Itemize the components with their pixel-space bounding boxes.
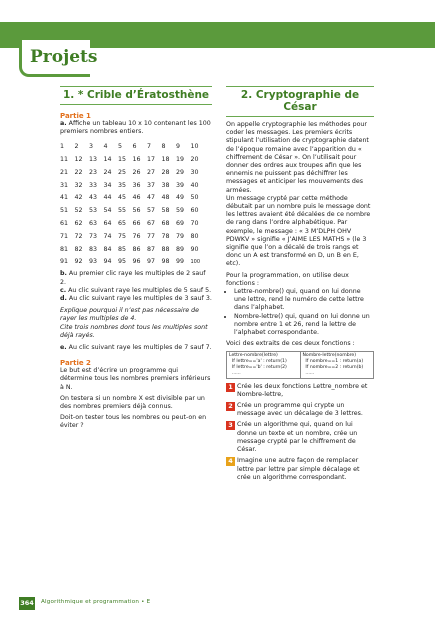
question-e: e. Au clic suivant raye les multiples de 7 sauf 7. xyxy=(60,344,212,351)
grid-cell: 1 xyxy=(60,143,65,151)
grid-cell: 7 xyxy=(147,143,152,151)
grid-cell: 38 xyxy=(161,181,170,189)
grid-cell: 45 xyxy=(118,194,127,202)
grid-cell: 29 xyxy=(176,168,185,176)
grid-cell: 86 xyxy=(132,245,141,253)
code-line: If lettre=='a' : return(1) xyxy=(229,359,287,365)
grid-cell: 81 xyxy=(60,245,69,253)
exercise-3 xyxy=(226,421,374,454)
grid-row xyxy=(60,166,205,179)
code-line: Lettre-nombre(lettre) xyxy=(229,353,278,359)
grid-cell: 97 xyxy=(147,258,156,266)
part1-intro: a. Affiche un tableau 10 x 10 contenant les 100 premiers nombres entiers. xyxy=(60,120,211,136)
grid-cell: 6 xyxy=(132,143,137,151)
grid-cell: 63 xyxy=(89,220,98,228)
grid-cell: 24 xyxy=(103,168,112,176)
page-number: 364 xyxy=(19,597,35,610)
grid-cell: 67 xyxy=(147,220,156,228)
grid-cell: 13 xyxy=(89,156,98,164)
grid-cell: 61 xyxy=(60,220,69,228)
grid-cell: 22 xyxy=(74,168,83,176)
grid-cell: 39 xyxy=(176,181,185,189)
footer-chapter: Algorithmique et programmation • E xyxy=(41,599,151,605)
grid-cell: 78 xyxy=(161,232,170,240)
grid-cell: 100 xyxy=(190,258,201,265)
grid-cell: 85 xyxy=(118,245,127,253)
grid-cell: 90 xyxy=(190,245,199,253)
function-bullet-1: • Lettre-nombre() qui, quand on lui donne une lettre, rend le numéro de cette lettre dans l’alphabet. xyxy=(234,288,374,313)
grid-cell: 58 xyxy=(161,207,170,215)
grid-cell: 95 xyxy=(118,258,127,266)
grid-cell: 65 xyxy=(118,220,127,228)
exercise-2 xyxy=(226,402,374,418)
grid-cell: 41 xyxy=(60,194,69,202)
grid-cell: 51 xyxy=(60,207,69,215)
grid-cell: 23 xyxy=(89,168,98,176)
grid-cell: 94 xyxy=(103,258,112,266)
grid-cell: 35 xyxy=(118,181,127,189)
exercise-4 xyxy=(226,457,374,482)
grid-cell: 55 xyxy=(118,207,127,215)
grid-cell: 16 xyxy=(132,156,141,164)
grid-cell: 76 xyxy=(132,232,141,240)
grid-cell: 72 xyxy=(74,232,83,240)
question-c: c. Au clic suivant raye les multiples de 5 sauf 5. xyxy=(60,286,212,294)
grid-cell: 80 xyxy=(190,232,199,240)
grid-cell: 70 xyxy=(190,220,199,228)
number-grid xyxy=(60,140,205,268)
exercise-number-badge: 1 xyxy=(226,383,235,392)
grid-row xyxy=(60,230,205,243)
exercise-3-text: Crée un algorithme qui, quand on lui donne un texte et un nombre, crée un message crypté par le chiffrement de César. xyxy=(237,421,358,454)
grid-row xyxy=(60,192,205,205)
grid-cell: 10 xyxy=(190,143,199,151)
grid-cell: 98 xyxy=(161,258,170,266)
grid-cell: 5 xyxy=(118,143,123,151)
grid-cell: 48 xyxy=(161,194,170,202)
cesar-para-2: Un message crypté par cette méthode débutait par un nombre puis le message dont les lettres avaient été décalées de ce nombre de rang dans l’ordre alphabétique. Par exemple, le message : « 3 M’DLPH OHV PDWKV » signifie « J’AIME LES MATHS » (le 3 signifie que l’on a décalé de trois rangs et donc un A est transformé en D, un B en E, etc). xyxy=(226,194,371,268)
function-list xyxy=(226,288,374,337)
grid-row xyxy=(60,179,205,192)
italic-question-2: Cite trois nombres dont tous les multiples sont déjà rayés. xyxy=(60,323,208,339)
section-title-eratosthene: 1. * Crible d’Ératosthène xyxy=(60,86,212,105)
part2-text-1: Le but est d’écrire un programme qui détermine tous les nombres premiers inférieurs à N. xyxy=(60,367,211,391)
grid-cell: 69 xyxy=(176,220,185,228)
grid-cell: 21 xyxy=(60,168,69,176)
grid-cell: 75 xyxy=(118,232,127,240)
grid-cell: 79 xyxy=(176,232,185,240)
grid-cell: 31 xyxy=(60,181,69,189)
grid-cell: 88 xyxy=(161,245,170,253)
grid-cell: 96 xyxy=(132,258,141,266)
grid-cell: 44 xyxy=(103,194,112,202)
exercise-2-text: Crée un programme qui crypte un message avec un décalage de 3 lettres. xyxy=(237,402,363,418)
grid-cell: 66 xyxy=(132,220,141,228)
grid-cell: 33 xyxy=(89,181,98,189)
grid-cell: 15 xyxy=(118,156,127,164)
grid-cell: 20 xyxy=(190,156,199,164)
grid-cell: 53 xyxy=(89,207,98,215)
grid-cell: 93 xyxy=(89,258,98,266)
code-line: If lettre=='b' : return(2) xyxy=(229,365,287,371)
italic-question-1: Explique pourquoi il n’est pas nécessaire de rayer les multiples de 4. xyxy=(60,307,200,323)
grid-cell: 9 xyxy=(176,143,181,151)
part1-label: Partie 1 xyxy=(60,112,91,120)
grid-cell: 83 xyxy=(89,245,98,253)
grid-cell: 34 xyxy=(103,181,112,189)
grid-cell: 82 xyxy=(74,245,83,253)
question-b: b. Au premier clic raye les multiples de 2 sauf 2. xyxy=(60,270,206,286)
grid-cell: 27 xyxy=(147,168,156,176)
exercise-number-badge: 4 xyxy=(226,457,235,466)
grid-cell: 11 xyxy=(60,156,69,164)
grid-cell: 68 xyxy=(161,220,170,228)
code-extracts xyxy=(226,351,374,378)
grid-cell: 71 xyxy=(60,232,69,240)
grid-cell: 26 xyxy=(132,168,141,176)
grid-cell: 57 xyxy=(147,207,156,215)
grid-cell: 92 xyxy=(74,258,83,266)
part2-text-3: Doit-on tester tous les nombres ou peut-on en éviter ? xyxy=(60,414,207,430)
grid-cell: 91 xyxy=(60,258,69,266)
grid-cell: 52 xyxy=(74,207,83,215)
page-title: Projets xyxy=(30,47,98,67)
grid-cell: 8 xyxy=(161,143,166,151)
grid-cell: 62 xyxy=(74,220,83,228)
grid-cell: 49 xyxy=(176,194,185,202)
grid-cell: 99 xyxy=(176,258,185,266)
code-lettre-nombre xyxy=(227,352,300,377)
grid-cell: 46 xyxy=(132,194,141,202)
grid-cell: 74 xyxy=(103,232,112,240)
grid-cell: 42 xyxy=(74,194,83,202)
question-d: d. Au clic suivant raye les multiples de 3 sauf 3. xyxy=(60,294,212,302)
grid-cell: 37 xyxy=(147,181,156,189)
part2-text-2: On testera si un nombre X est divisible par un des nombres premiers déjà connus. xyxy=(60,394,205,411)
function-bullet-2: • Nombre-lettre() qui, quand on lui donne un nombre entre 1 et 26, rend la lettre de l’alphabet correspondante. xyxy=(234,313,374,338)
grid-cell: 36 xyxy=(132,181,141,189)
grid-cell: 84 xyxy=(103,245,112,253)
grid-row xyxy=(60,256,205,269)
grid-cell: 54 xyxy=(103,207,112,215)
grid-cell: 73 xyxy=(89,232,98,240)
grid-row xyxy=(60,204,205,217)
cesar-para-3: Pour la programmation, on utilise deux fonctions : xyxy=(226,271,349,287)
code-line: If nombre==1 : return(a) xyxy=(302,359,364,365)
grid-cell: 17 xyxy=(147,156,156,164)
grid-row xyxy=(60,243,205,256)
grid-cell: 60 xyxy=(190,207,199,215)
code-line: ...... xyxy=(229,370,241,376)
grid-cell: 3 xyxy=(89,143,94,151)
section-title-cesar: 2. Cryptographie de César xyxy=(226,86,374,117)
eratosthene-section xyxy=(60,86,212,431)
exercise-number-badge: 2 xyxy=(226,402,235,411)
grid-cell: 43 xyxy=(89,194,98,202)
grid-cell: 56 xyxy=(132,207,141,215)
cesar-intro: On appelle cryptographie les méthodes pour coder les messages. Les premiers écrits stipulant l’utilisation de cryptographie datent de l’époque romaine avec l’apparition du « chiffrement de César ». On l’utilisait pour donner des ordres aux troupes afin que les ennemis ne puissent pas déchiffrer les messages et anticiper les mouvements des armées. xyxy=(226,121,369,194)
cesar-para-4: Voici des extraits de ces deux fonctions : xyxy=(226,340,355,348)
exercise-1-text: Crée les deux fonctions Lettre_nombre et Nombre-lettre, xyxy=(237,382,368,398)
grid-row xyxy=(60,153,205,166)
exercise-number-badge: 3 xyxy=(226,421,235,430)
cesar-section xyxy=(226,86,374,485)
code-line: ...... xyxy=(302,370,315,376)
grid-row xyxy=(60,140,205,153)
grid-cell: 50 xyxy=(190,194,199,202)
grid-cell: 40 xyxy=(190,181,199,189)
grid-cell: 12 xyxy=(74,156,83,164)
exercise-1 xyxy=(226,383,374,399)
grid-cell: 25 xyxy=(118,168,127,176)
grid-row xyxy=(60,217,205,230)
grid-cell: 47 xyxy=(147,194,156,202)
grid-cell: 89 xyxy=(176,245,185,253)
grid-cell: 2 xyxy=(74,143,79,151)
grid-cell: 4 xyxy=(103,143,108,151)
grid-cell: 19 xyxy=(176,156,185,164)
code-line: Nombre-lettre(nombre) xyxy=(302,353,357,359)
grid-cell: 77 xyxy=(147,232,156,240)
grid-cell: 59 xyxy=(176,207,185,215)
code-nombre-lettre xyxy=(300,352,374,377)
grid-cell: 28 xyxy=(161,168,170,176)
grid-cell: 32 xyxy=(74,181,83,189)
grid-cell: 14 xyxy=(103,156,112,164)
code-line: If nombre==2 : return(b) xyxy=(302,365,364,371)
grid-cell: 18 xyxy=(161,156,170,164)
exercise-4-text: Imagine une autre façon de remplacer lettre par lettre par simple décalage et crée un algorithme correspondant. xyxy=(237,457,360,481)
grid-cell: 30 xyxy=(190,168,199,176)
part2-label: Partie 2 xyxy=(60,359,91,368)
grid-cell: 64 xyxy=(103,220,112,228)
grid-cell: 87 xyxy=(147,245,156,253)
